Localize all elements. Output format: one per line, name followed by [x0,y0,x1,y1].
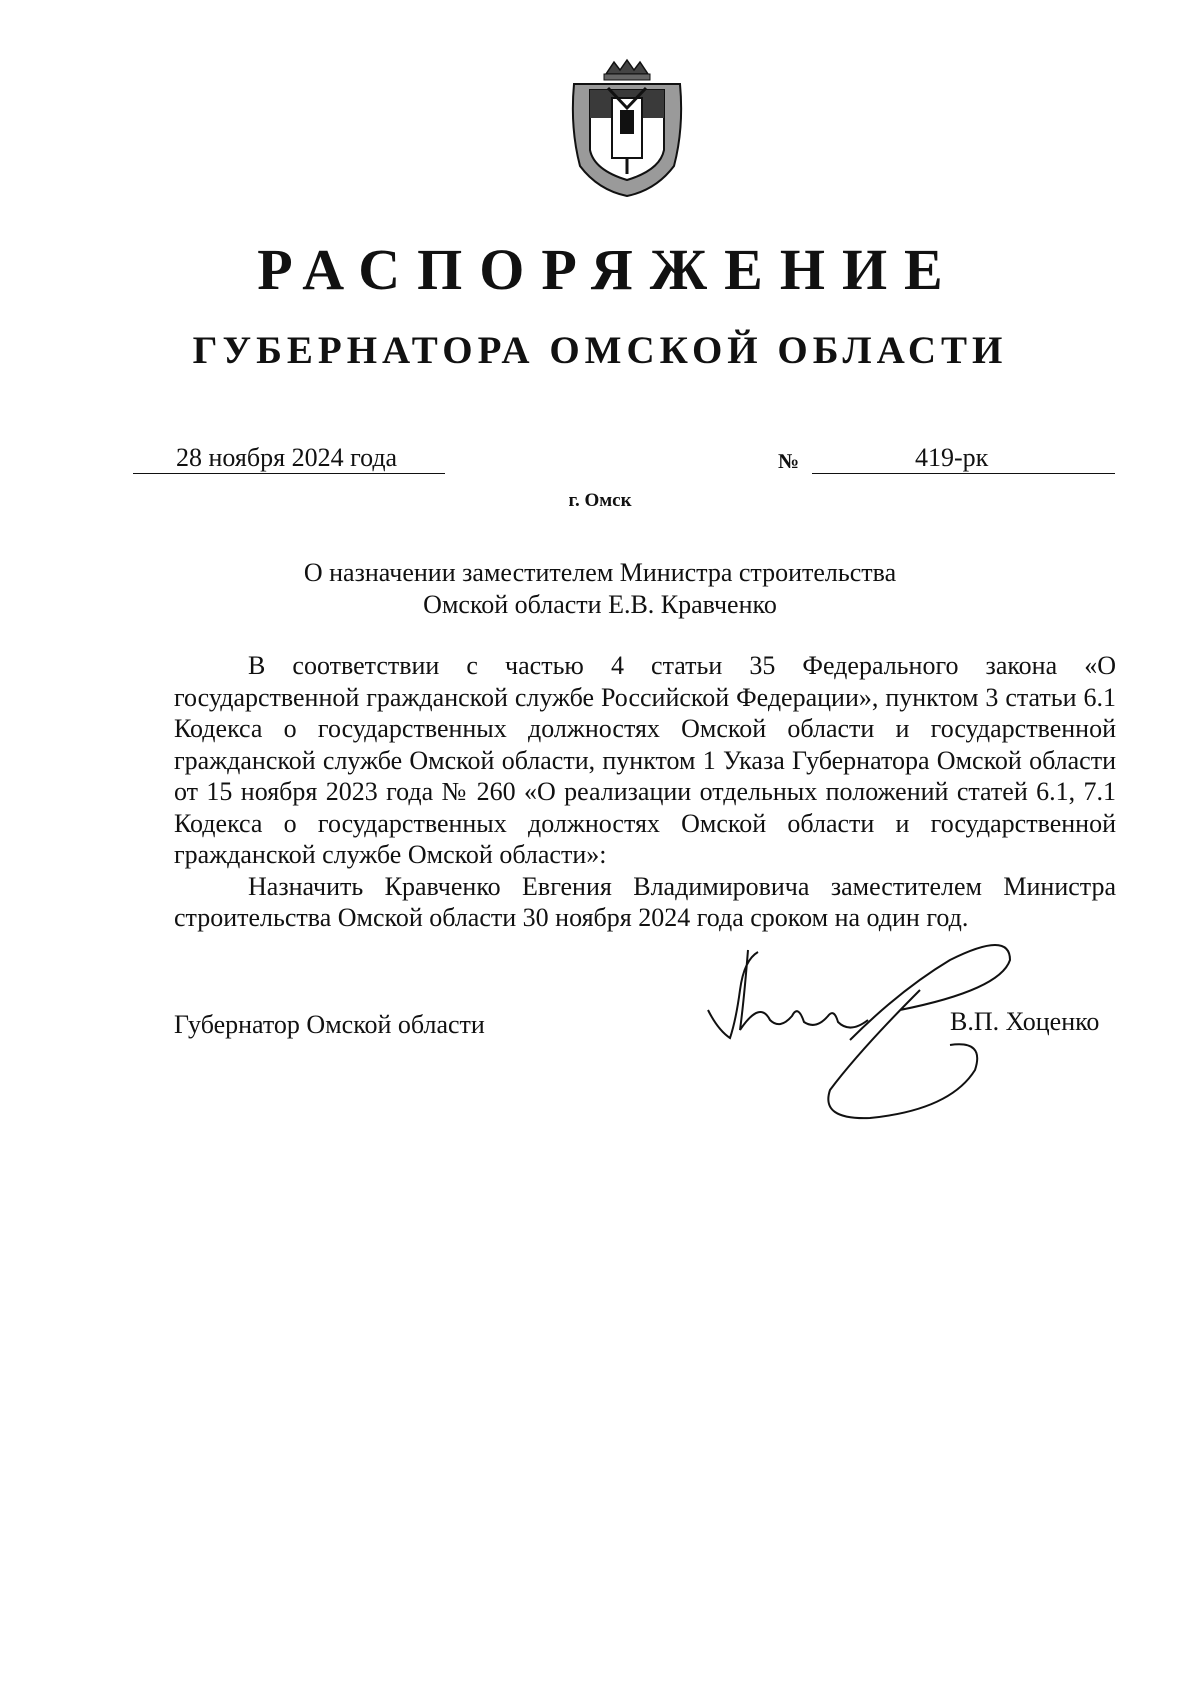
body-paragraph-decision: Назначить Кравченко Евгения Владимировича заместителем Министра строительства Омской области 30 ноября 2024 года сроком на один год. [174,871,1116,932]
number-label: № [778,449,800,473]
signatory-position: Губернатор Омской области [174,1010,485,1039]
city: г. Омск [568,490,632,511]
subject-line-2: Омской области Е.В. Кравченко [423,590,777,619]
document-subject [0,557,1200,621]
body-paragraph-legal-basis: В соответствии с частью 4 статьи 35 Федерального закона «О государственной гражданской службе Российской Федерации», пунктом 3 статьи 6.1 Кодекса о государственных должностях Омской области и государственной гражданской службе Омской области, пунктом 1 Указа Губернатора Омской области от 15 ноября 2023 года № 260 «О реализации отдельных положений статей 6.1, 7.1 Кодекса о государственных должностях Омской области и государственной гражданской службе Омской области»: [174,651,1116,869]
document-type-title: РАСПОРЯЖЕНИЕ [257,237,960,302]
subject-line-1: О назначении заместителем Министра строительства [303,558,897,587]
document-date: 28 ноября 2024 года [133,443,445,474]
document-body [174,650,1116,934]
signatory-name: В.П. Хоценко [950,1007,1100,1036]
document-number: 419-рк [812,443,1115,474]
coat-of-arms-emblem [568,58,686,198]
issuer-subtitle: ГУБЕРНАТОРА ОМСКОЙ ОБЛАСТИ [192,329,1008,372]
